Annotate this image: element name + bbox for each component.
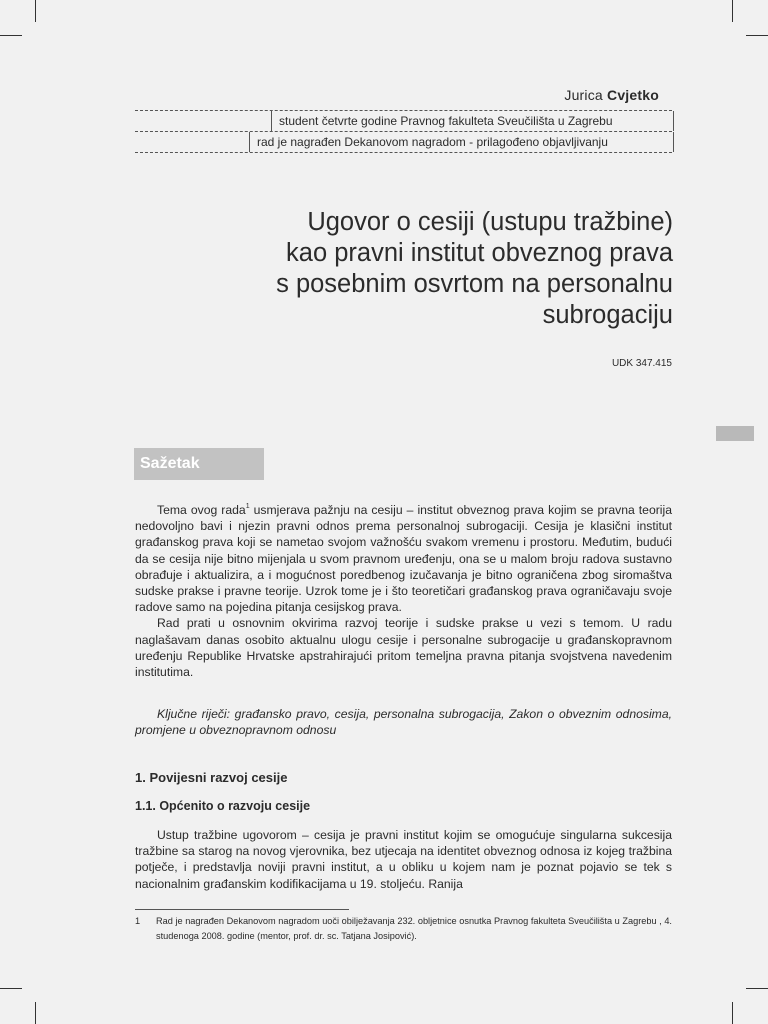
affiliation-line-2: rad je nagrađen Dekanovom nagradom - prilagođeno objavljivanju [257, 135, 608, 149]
author-last-name: Cvjetko [607, 87, 659, 103]
thumb-tab [716, 426, 754, 441]
subsection-heading: 1.1. Općenito o razvoju cesije [135, 799, 311, 813]
footnote-rule [135, 909, 349, 910]
title-line: Ugovor o cesiji (ustupu tražbine) [307, 208, 673, 236]
crop-mark [0, 35, 22, 36]
footnote-number: 1 [135, 916, 141, 926]
abstract-paragraph-2: Rad prati u osnovnim okvirima razvoj teorije i sudske prakse u vezi s temom. U radu naglašavam danas osobito aktualnu ulogu cesije i personalne subrogacije u građanskopravnom uređenju Republike Hrvatske apstrahirajući pritom temeljna pravna pitanja svojstvena navedenim institutima. [135, 616, 672, 680]
body-paragraph: Ustup tražbine ugovorom – cesija je pravni institut kojim se omogućuje singularna sukcesija tražbine sa starog na novog vjerovnika, bez utjecaja na identitet obveznog odnosa iz kojeg tražbina potječe, i predstavlja noviji pravni institut, a u obliku u kojem nam je poznat pojavio se tek s nacionalnim građanskim kodifikacijama u 19. stoljeću. Ranija [135, 828, 672, 891]
author-first-name: Jurica [564, 87, 603, 103]
article-title [153, 207, 673, 331]
crop-mark [746, 35, 768, 36]
crop-mark [35, 1002, 36, 1024]
title-line: subrogaciju [542, 301, 673, 329]
keywords [135, 706, 672, 738]
section-heading: 1. Povijesni razvoj cesije [135, 770, 288, 785]
affiliation-line-1: student četvrte godine Pravnog fakulteta Sveučilišta u Zagrebu [279, 114, 613, 128]
footnote-ref: 1 [245, 503, 250, 510]
title-line: kao pravni institut obveznog prava [286, 239, 673, 267]
udk-code: UDK 347.415 [611, 358, 672, 369]
crop-mark [35, 0, 36, 22]
abstract-paragraph-1: Tema ovog rada$^1$ usmjerava pažnju na cesiju – institut obveznog prava kojim se pravna teorija nedovoljno bavi i njezin pravni odnos prema personalnoj subrogaciji. Cesija je klasični institut građanskog prava koji se nametao svojom važnošću svakom vremenu i prostoru. Međutim, budući da se cesija nije bitno mijenjala u svom pravnom uređenju, ona se u malom broju radova sustavno obrađuje i aktualizira, a i mogućnost poredbenog izučavanja je bitno ograničena zbog siromaštva sudske prakse i pravne teorije. Uzrok tome je i što teoretičari građanskog prava ograničavaju svoje radove samo na pojedina pitanja cesijskog prava. [135, 503, 672, 615]
title-line: s posebnim osvrtom na personalnu [276, 270, 673, 298]
body-text [135, 827, 672, 892]
keywords-label: Ključne riječi [157, 707, 227, 721]
crop-mark [746, 988, 768, 989]
keywords-list: : građansko pravo, cesija, personalna subrogacija, Zakon o obveznim odnosima, promjene u obveznopravnom odnosu [135, 707, 672, 738]
crop-mark [0, 988, 22, 989]
footnote-text: Rad je nagrađen Dekanovom nagradom uoči obilježavanja 232. obljetnice osnutka Pravnog fakulteta Sveučilišta u Zagrebu , 4. studenoga 2008. godine (mentor, prof. dr. sc. Tatjana Josipović). [156, 916, 672, 941]
abstract-heading: Sažetak [134, 448, 264, 480]
author-name [564, 87, 659, 103]
crop-mark [732, 0, 733, 22]
dashed-rule [135, 152, 672, 153]
abstract-text [135, 502, 672, 680]
crop-mark [732, 1002, 733, 1024]
footnote [135, 914, 672, 944]
